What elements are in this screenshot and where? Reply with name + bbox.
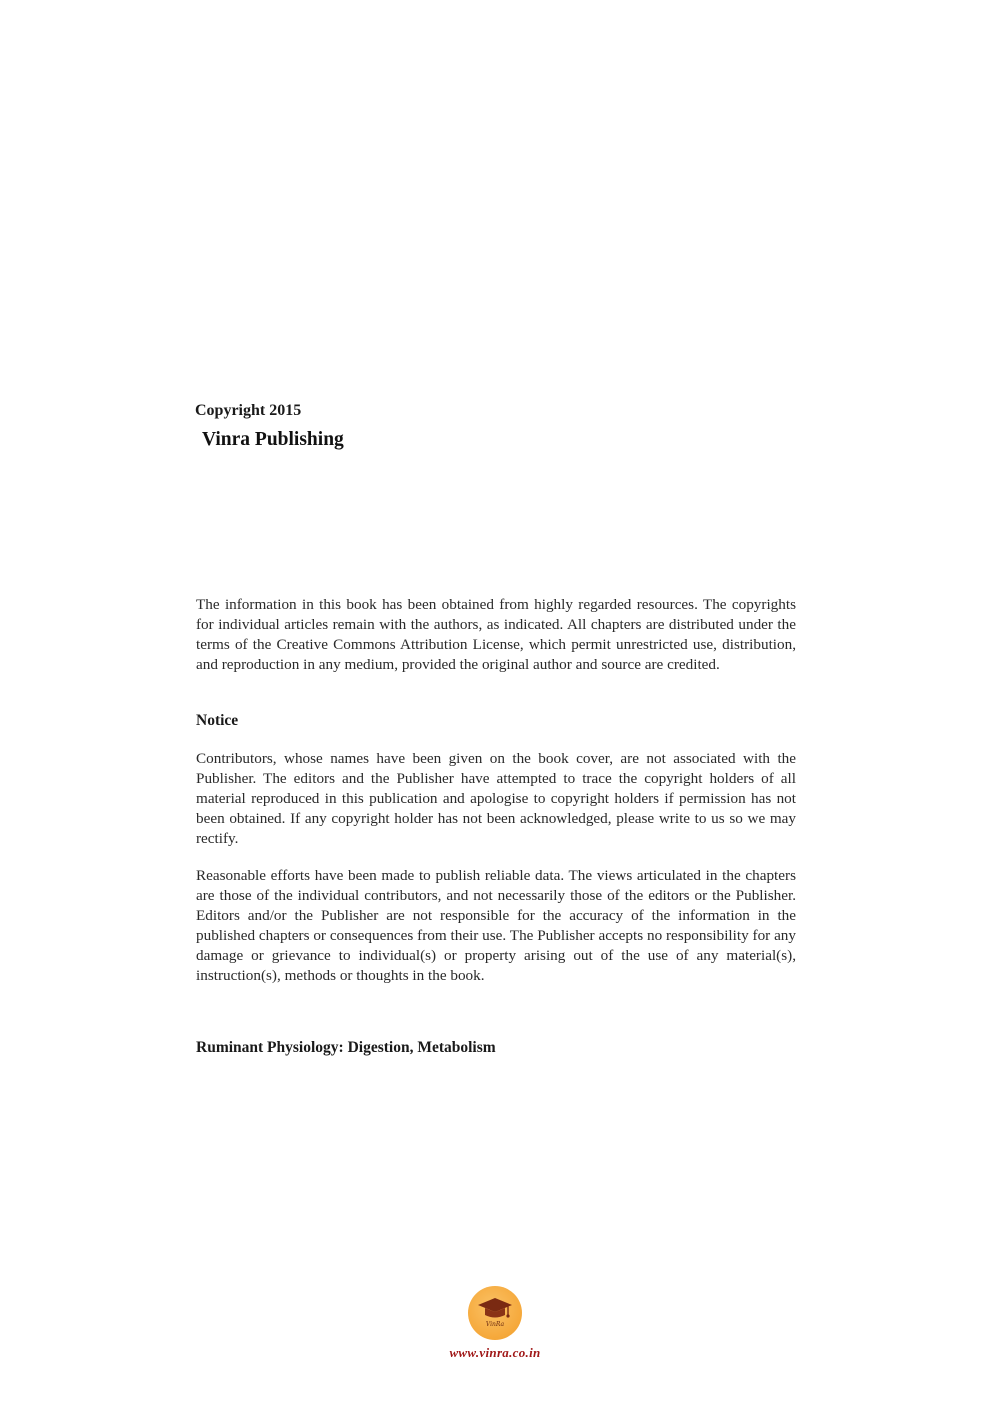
disclaimer-paragraph: Reasonable efforts have been made to publish reliable data. The views articulated in the chapters are those of the individual contributors, and not necessarily those of the editors or the Publisher. Editors and/or the Publisher are not responsible for the accuracy of the information in the published chapters or consequences from their use. The Publisher accepts no responsibility for any damage or grievance to individual(s) or property arising out of the use of any material(s), instruction(s), methods or thoughts in the book. [196, 867, 796, 984]
publisher-name: Vinra Publishing [202, 429, 344, 450]
logo-text: VinRa [485, 1321, 505, 1328]
contributors-paragraph: Contributors, whose names have been given on the book cover, are not associated with the Publisher. The editors and the Publisher have attempted to trace the copyright holders of all material reproduced in this publication and apologise to copyright holders if permission has not been obtained. If any copyright holder has not been acknowledged, please write to us so we may rectify. [196, 750, 796, 847]
book-title: Ruminant Physiology: Digestion, Metabolism [196, 1039, 496, 1056]
website-link[interactable]: www.vinra.co.in [449, 1345, 541, 1360]
copyright-line: Copyright 2015 [195, 402, 302, 419]
notice-heading: Notice [196, 712, 239, 729]
info-paragraph: The information in this book has been obtained from highly regarded resources. The copyrights for individual articles remain with the authors, as indicated. All chapters are distributed under the terms of the Creative Commons Attribution License, which permit unrestricted use, distribution, and reproduction in any medium, provided the original author and source are credited. [196, 596, 796, 673]
graduation-cap-icon [468, 1286, 522, 1340]
publisher-logo [468, 1286, 522, 1340]
